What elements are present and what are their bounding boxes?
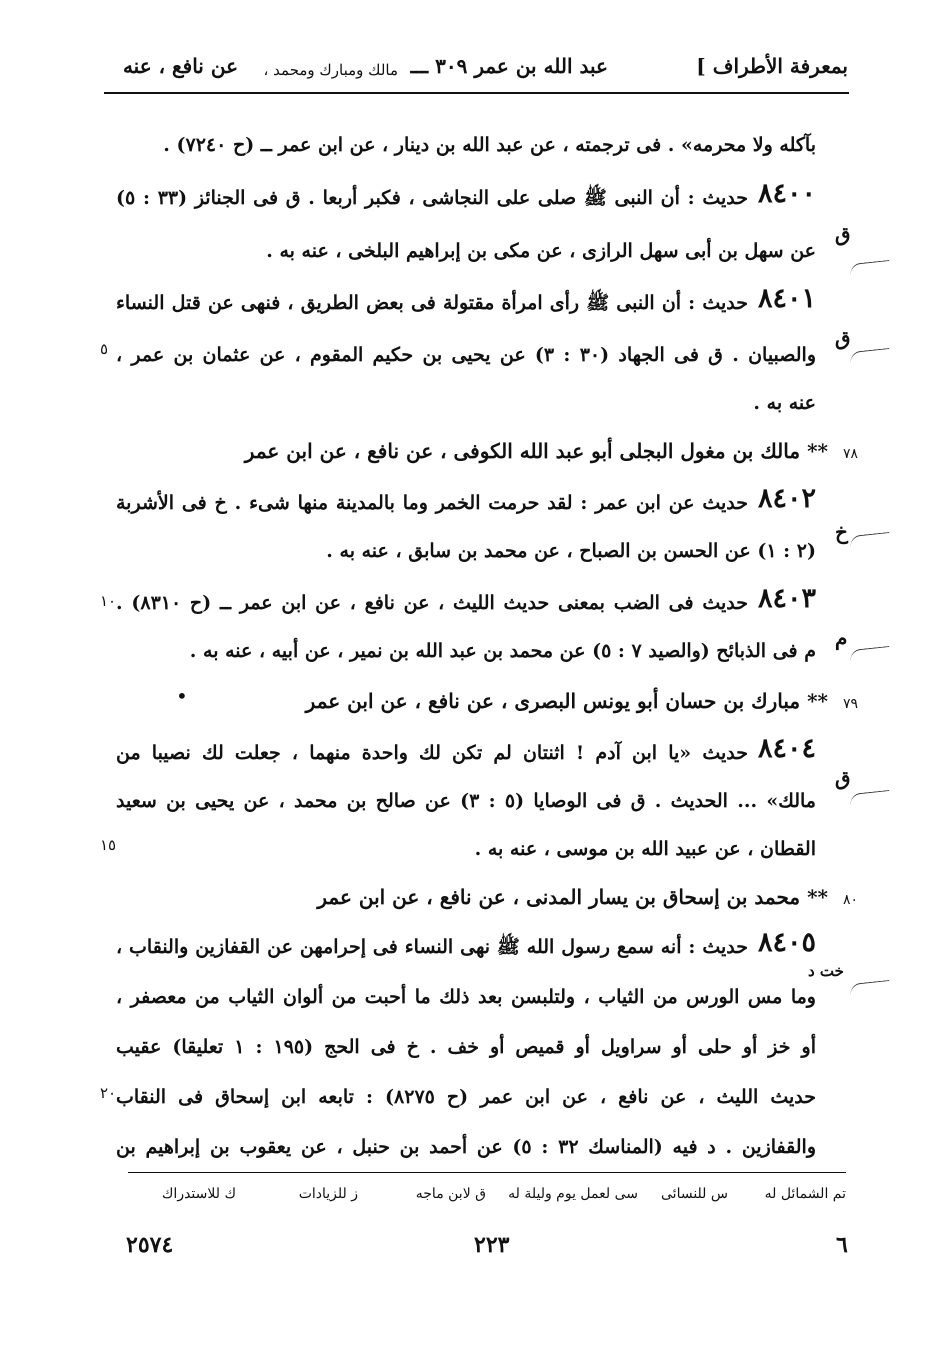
siglum: خ bbox=[835, 520, 848, 544]
siglum: ق bbox=[835, 766, 851, 790]
siglum: م bbox=[835, 626, 848, 650]
text-line: عن سهل بن أبى سهل الرازى ، عن مكى بن إبراهيم البلخى ، عنه به . bbox=[266, 240, 816, 262]
margin-stroke bbox=[850, 532, 891, 547]
margin-stroke bbox=[850, 790, 891, 805]
text-line: م فى الذبائح (والصيد ٧ : ٥) عن محمد بن عبد الله بن نمير ، عن أبيه ، عنه به . bbox=[189, 640, 816, 662]
legend-item: ز للزيادات bbox=[298, 1186, 358, 1202]
text-line: والقفازين . د فيه (المناسك ٣٢ : ٥) عن أحمد بن حنبل ، عن يعقوب بن إبراهيم بن bbox=[116, 1136, 816, 1158]
siglum: ق bbox=[835, 326, 851, 350]
hadith-number: ٨٤٠٠ bbox=[757, 178, 816, 209]
section-mark: ** bbox=[807, 689, 828, 713]
narrator-heading bbox=[98, 686, 858, 719]
narrator-heading bbox=[98, 882, 858, 915]
dot-mark: • bbox=[176, 684, 188, 708]
hadith-number: ٨٤٠٤ bbox=[757, 733, 816, 764]
line-number: ٥ bbox=[100, 340, 109, 358]
text-line: حديث الليث ، عن نافع ، عن ابن عمر (ح ٨٢٧٥) : تابعه ابن إسحاق فى النقاب bbox=[116, 1086, 816, 1108]
legend-item: ك للاستدراك bbox=[161, 1186, 236, 1202]
hadith-number: ٨٤٠٢ bbox=[757, 483, 816, 514]
text-line: (٢ : ١) عن الحسن بن الصباح ، عن محمد بن سابق ، عنه به . bbox=[326, 540, 816, 562]
line-number: ١٠ bbox=[100, 592, 117, 610]
margin-stroke bbox=[850, 260, 891, 275]
running-head-center: عبد الله بن عمر ٣٠٩ ـــ bbox=[410, 54, 608, 78]
legend-item: س للنسائى bbox=[661, 1186, 728, 1202]
line-number: ١٥ bbox=[100, 836, 117, 854]
volume-number: ٦ bbox=[836, 1232, 848, 1258]
legend-item: ق لابن ماجه bbox=[415, 1186, 486, 1202]
text-line: والصبيان . ق فى الجهاد (٣٠ : ٣) عن يحيى بن حكيم المقوم ، عن عثمان بن عمر ، bbox=[116, 344, 817, 366]
section-title: مبارك بن حسان أبو يونس البصرى ، عن نافع ، عن ابن عمر bbox=[305, 689, 801, 713]
hadith-number: ٨٤٠٥ bbox=[757, 927, 816, 958]
footer-rule bbox=[128, 1172, 846, 1173]
hadith-number: ٨٤٠٣ bbox=[757, 583, 816, 614]
hadith-text: حديث : أن النبى ﷺ رأى امرأة مقتولة فى بعض الطريق ، فنهى عن قتل النساء bbox=[116, 292, 748, 314]
section-title: مالك بن مغول البجلى أبو عبد الله الكوفى ، عن نافع ، عن ابن عمر bbox=[244, 439, 801, 463]
running-head-right: بمعرفة الأطراف ] bbox=[696, 54, 848, 78]
siglum: ق bbox=[835, 222, 851, 246]
hadith-text: حديث «يا ابن آدم ! اثنتان لم تكن لك واحدة منهما ، جعلت لك نصيبا من bbox=[116, 742, 748, 764]
legend-item: تم الشمائل له bbox=[764, 1186, 846, 1202]
text-line: بآكله ولا محرمه» . فى ترجمته ، عن عبد الله بن دينار ، عن ابن عمر ــ (ح ٧٢٤٠) . bbox=[163, 134, 816, 156]
hadith-text: حديث عن ابن عمر : لقد حرمت الخمر وما بالمدينة منها شىء . خ فى الأشربة bbox=[116, 492, 748, 514]
hadith-text: حديث فى الضب بمعنى حديث الليث ، عن نافع ، عن ابن عمر ــ (ح ٨٣١٠) . bbox=[116, 592, 748, 614]
section-mark: ** bbox=[807, 885, 828, 909]
margin-stroke bbox=[850, 980, 891, 995]
line-number: ٢٠ bbox=[100, 1084, 117, 1102]
running-head-left: عن نافع ، عنه bbox=[122, 54, 238, 78]
page-number: ٢٢٣ bbox=[474, 1232, 510, 1258]
margin-stroke bbox=[850, 348, 891, 363]
text-line: القطان ، عن عبيد الله بن موسى ، عنه به . bbox=[474, 838, 816, 860]
margin-stroke bbox=[850, 646, 891, 661]
text-line: مالك» ... الحديث . ق فى الوصايا (٥ : ٣) عن صالح بن محمد ، عن يحيى بن سعيد bbox=[116, 790, 816, 812]
text-line: وما مس الورس من الثياب ، ولتلبسن بعد ذلك ما أحبت من ألوان الثياب من معصفر ، bbox=[116, 986, 816, 1008]
section-mark: ** bbox=[807, 439, 828, 463]
hadith-number: ٨٤٠١ bbox=[757, 283, 816, 314]
section-number: ٧٩ bbox=[842, 696, 858, 712]
header-rule bbox=[104, 92, 849, 94]
page-code: ٢٥٧٤ bbox=[126, 1232, 174, 1258]
hadith-text: حديث : أنه سمع رسول الله ﷺ نهى النساء فى إحرامهن عن القفازين والنقاب ، bbox=[116, 936, 748, 958]
narrator-heading bbox=[98, 436, 858, 469]
siglum: خت د bbox=[808, 962, 844, 980]
section-title: محمد بن إسحاق بن يسار المدنى ، عن نافع ، عن ابن عمر bbox=[317, 885, 801, 909]
running-head-left-small: مالك ومبارك ومحمد ، bbox=[263, 61, 398, 79]
text-line: عنه به . bbox=[753, 392, 816, 414]
text-line: أو خز أو حلى أو سراويل أو قميص أو خف . خ فى الحج (١٩٥ : ١ تعليقا) عقيب bbox=[116, 1036, 817, 1058]
section-number: ٨٠ bbox=[842, 892, 858, 908]
legend-item: سى لعمل يوم وليلة له bbox=[508, 1186, 638, 1202]
section-number: ٧٨ bbox=[842, 446, 858, 462]
hadith-text: حديث : أن النبى ﷺ صلى على النجاشى ، فكبر أربعا . ق فى الجنائز (٣٣ : ٥) bbox=[116, 187, 748, 209]
